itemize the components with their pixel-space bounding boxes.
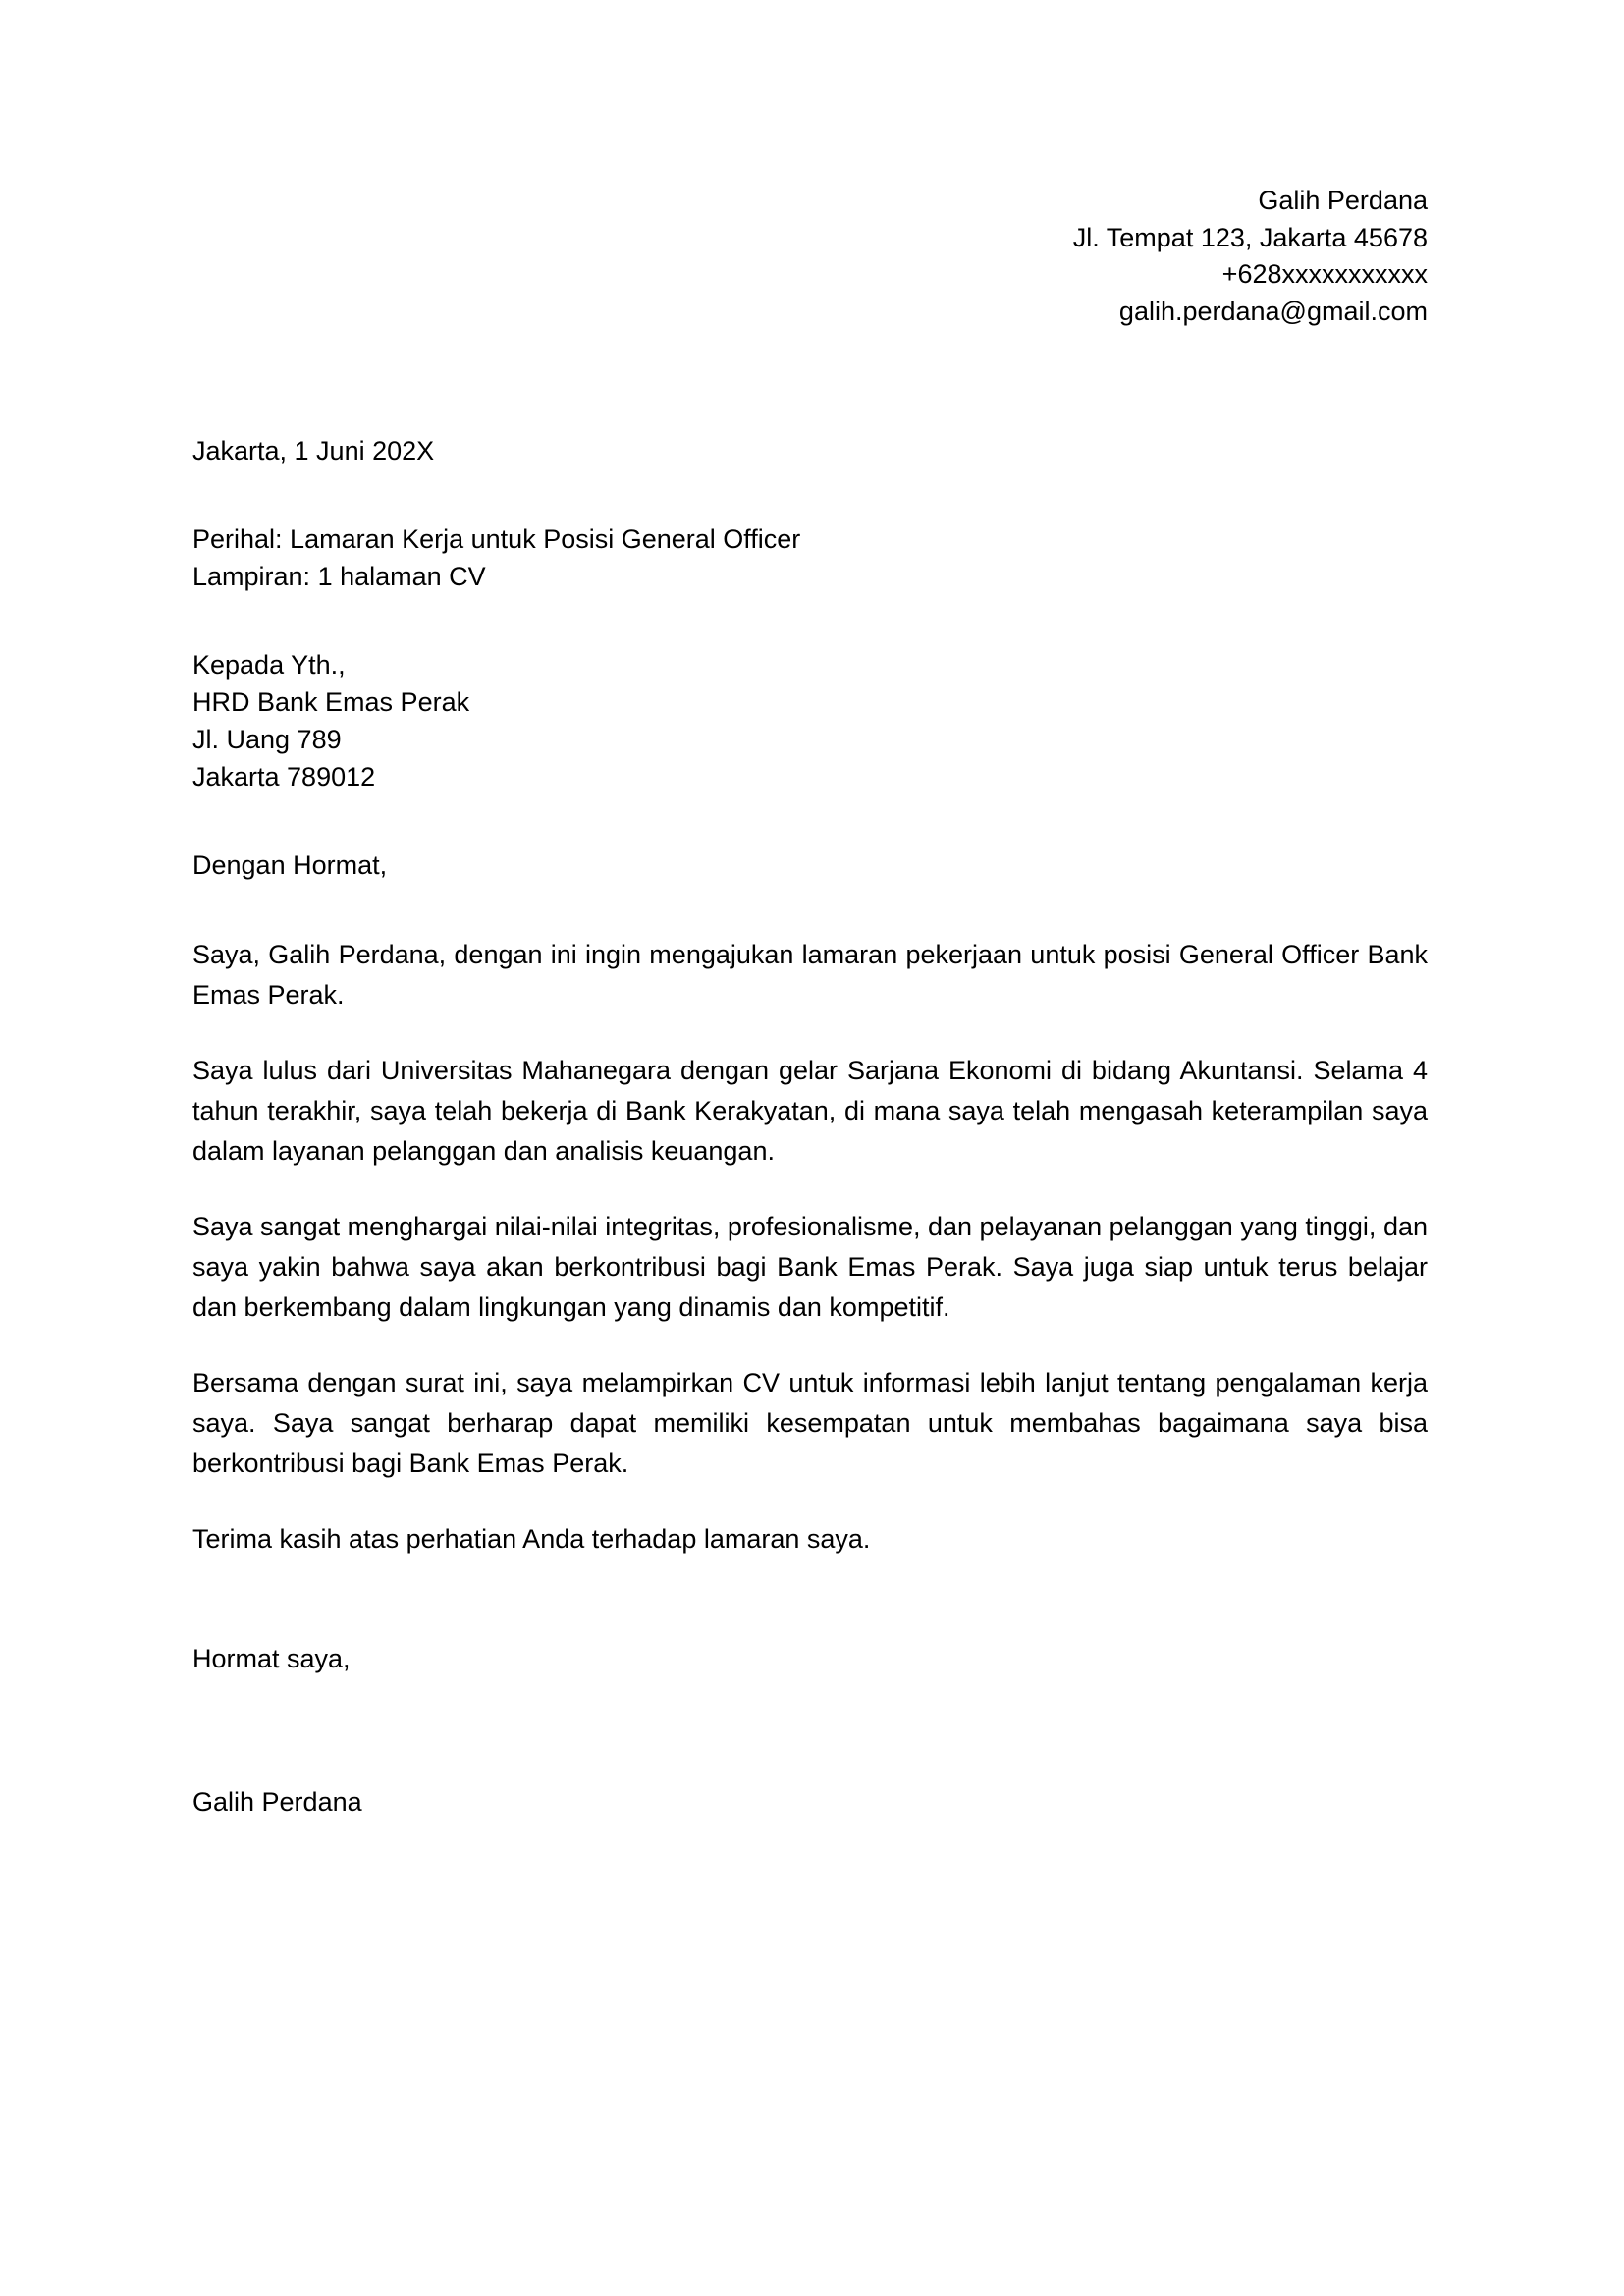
spacer-para-3 xyxy=(192,1328,1428,1363)
spacer-before-closing xyxy=(192,1559,1428,1640)
signature-name: Galih Perdana xyxy=(192,1787,362,1817)
subject-lampiran: Lampiran: 1 halaman CV xyxy=(192,562,486,591)
recipient-line-1: Kepada Yth., xyxy=(192,650,346,680)
recipient-line-2: HRD Bank Emas Perak xyxy=(192,687,470,717)
spacer-after-salutation xyxy=(192,884,1428,935)
body-paragraph-3: Saya sangat menghargai nilai-nilai integritas, profesionalisme, dan pelayanan pelanggan yang tinggi, dan saya yakin bahwa saya akan berkontribusi bagi Bank Emas Perak. Saya juga siap untuk terus belajar dan berkembang dalam lingkungan yang dinamis dan kompetitif. xyxy=(192,1212,1428,1322)
letter-content xyxy=(192,0,1428,2296)
recipient-line-4: Jakarta 789012 xyxy=(192,762,376,792)
sender-header-block xyxy=(192,183,1428,330)
spacer-after-date xyxy=(192,469,1428,520)
body-paragraph-5: Terima kasih atas perhatian Anda terhadap lamaran saya. xyxy=(192,1524,871,1554)
salutation: Dengan Hormat, xyxy=(192,850,388,880)
closing-salutation: Hormat saya, xyxy=(192,1644,351,1673)
sender-name: Galih Perdana xyxy=(1258,186,1428,215)
sender-address: Jl. Tempat 123, Jakarta 45678 xyxy=(1072,222,1428,252)
body-paragraph-4: Bersama dengan surat ini, saya melampirkan CV untuk informasi lebih lanjut tentang pengalaman kerja saya. Saya sangat berharap dapat memiliki kesempatan untuk membahas bagaimana saya bisa berkontribusi bagi Bank Emas Perak. xyxy=(192,1368,1428,1478)
recipient-line-3: Jl. Uang 789 xyxy=(192,725,342,754)
sender-phone: +628xxxxxxxxxxx xyxy=(1221,259,1428,289)
signature-space xyxy=(192,1677,1428,1783)
spacer-para-2 xyxy=(192,1172,1428,1207)
sender-email: galih.perdana@gmail.com xyxy=(1118,296,1428,326)
subject-block xyxy=(192,520,1428,595)
spacer-para-1 xyxy=(192,1015,1428,1051)
body-paragraph-2: Saya lulus dari Universitas Mahanegara dengan gelar Sarjana Ekonomi di bidang Akuntansi. Selama 4 tahun terakhir, saya telah bekerja di Bank Kerakyatan, di mana saya telah mengasah keterampilan saya dalam layanan pelanggan dan analisis keuangan. xyxy=(192,1056,1428,1166)
spacer-after-recipient xyxy=(192,795,1428,847)
subject-perihal: Perihal: Lamaran Kerja untuk Posisi General Officer xyxy=(192,524,801,554)
recipient-block xyxy=(192,646,1428,795)
spacer-after-subject xyxy=(192,595,1428,646)
letter-body xyxy=(192,432,1428,1821)
date-line: Jakarta, 1 Juni 202X xyxy=(192,436,435,465)
body-paragraph-1: Saya, Galih Perdana, dengan ini ingin mengajukan lamaran pekerjaan untuk posisi General Officer Bank Emas Perak. xyxy=(192,940,1428,1010)
spacer-para-4 xyxy=(192,1484,1428,1519)
